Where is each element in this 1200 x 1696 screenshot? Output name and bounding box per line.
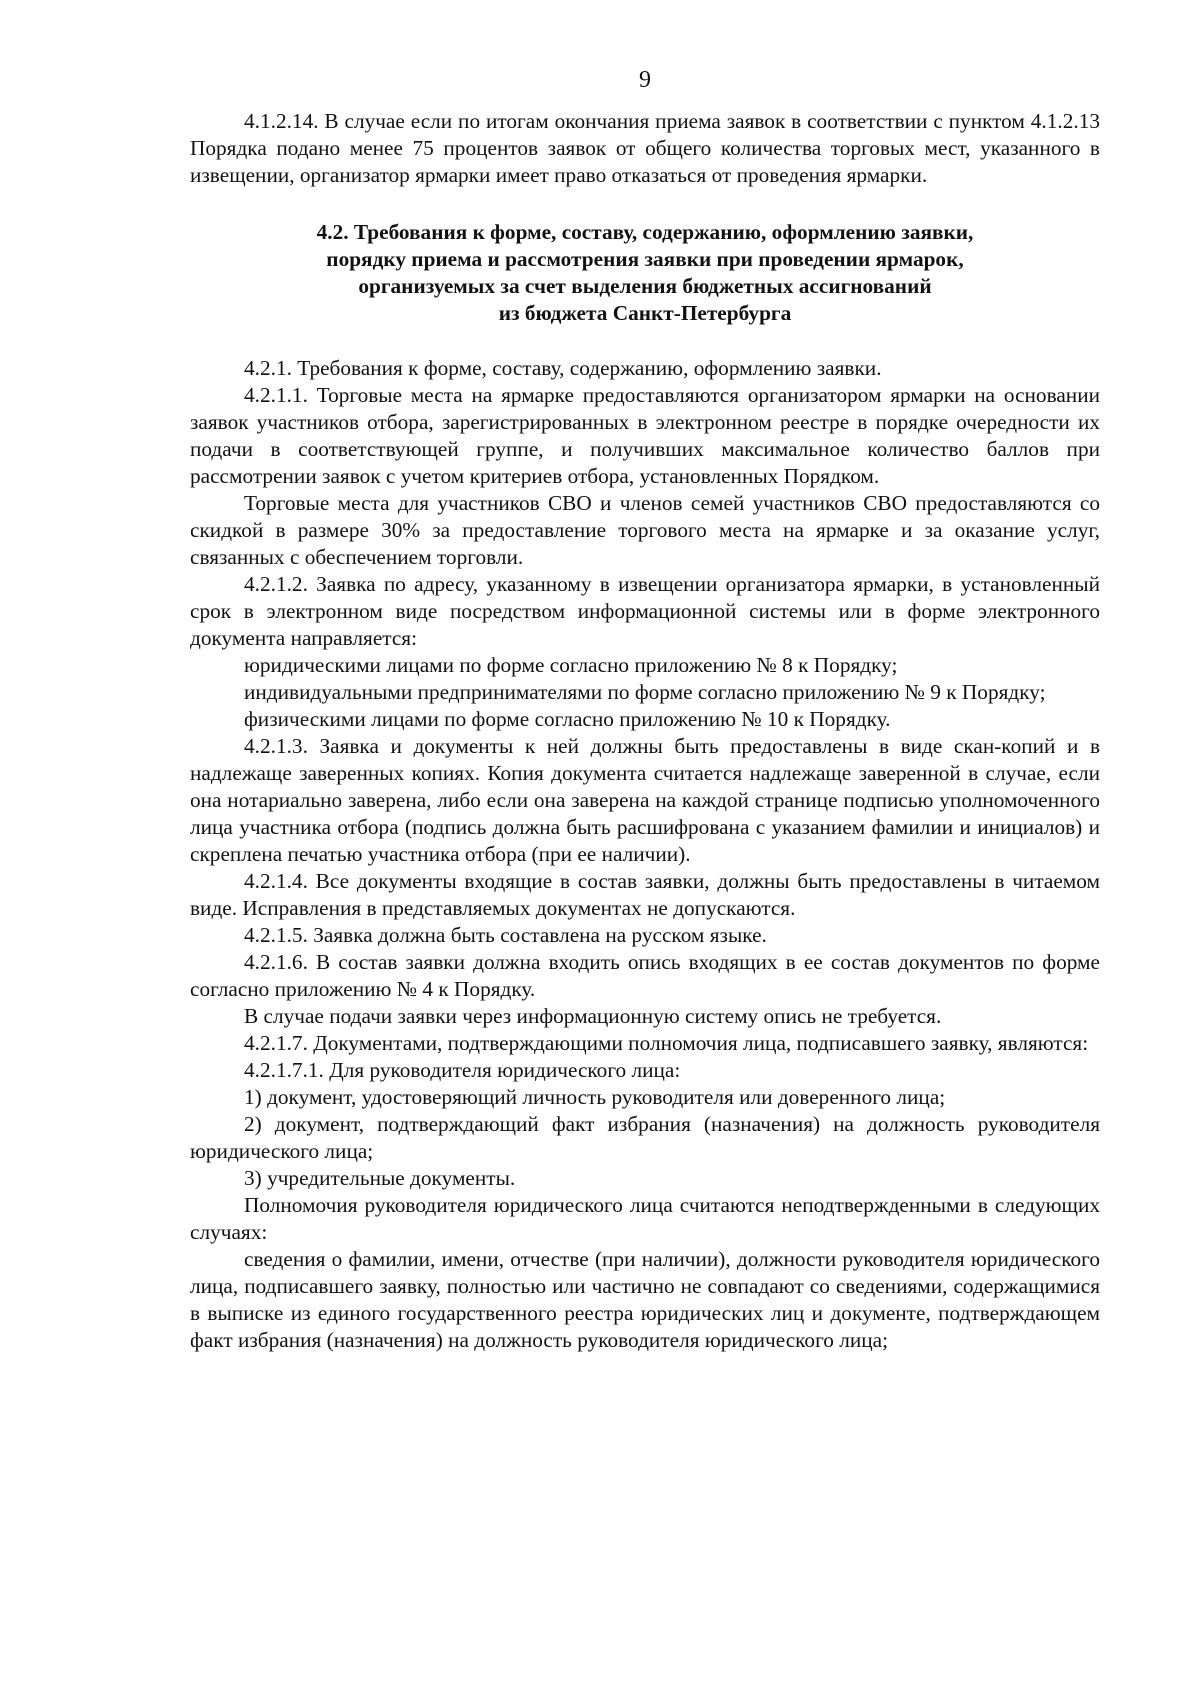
- paragraph-legal-entities: юридическими лицами по форме согласно приложению № 8 к Порядку;: [244, 653, 898, 677]
- list-item-3: 3) учредительные документы.: [244, 1166, 516, 1190]
- paragraph-entrepreneurs: индивидуальными предпринимателями по форме согласно приложению № 9 к Порядку;: [244, 680, 1046, 704]
- paragraph-4-2-1-4: 4.2.1.4. Все документы входящие в состав заявки, должны быть предоставлены в читаемом виде. Исправления в представляемых документах не допускаются.: [190, 869, 1100, 920]
- page-number: 9: [639, 67, 651, 93]
- heading-line: порядку приема и рассмотрения заявки при проведении ярмарок,: [326, 247, 964, 271]
- list-item-1: 1) документ, удостоверяющий личность руководителя или доверенного лица;: [244, 1085, 946, 1109]
- paragraph-4-2-1-5: 4.2.1.5. Заявка должна быть составлена на русском языке.: [244, 923, 767, 947]
- paragraph-individuals: физическими лицами по форме согласно приложению № 10 к Порядку.: [244, 707, 891, 731]
- body-text: [190, 355, 1100, 1354]
- paragraph-unconfirmed-powers: Полномочия руководителя юридического лица считаются неподтвержденными в следующих случаях:: [190, 1193, 1100, 1244]
- heading-line: 4.2. Требования к форме, составу, содержанию, оформлению заявки,: [316, 220, 974, 244]
- paragraph-4-1-2-14: 4.1.2.14. В случае если по итогам окончания приема заявок в соответствии с пунктом 4.1.2.13 Порядка подано менее 75 процентов заявок от общего количества торговых мест, указанного в извещении, организатор ярмарки имеет право отказаться от проведения ярмарки.: [190, 109, 1100, 187]
- paragraph-inventory-not-required: В случае подачи заявки через информационную систему опись не требуется.: [244, 1004, 942, 1028]
- section-heading-4-2: [190, 219, 1100, 327]
- paragraph-4-2-1-1: 4.2.1.1. Торговые места на ярмарке предоставляются организатором ярмарки на основании заявок участников отбора, зарегистрированных в электронном реестре в порядке очередности их подачи в соответствующей группе, и получивших максимальное количество баллов при рассмотрении заявок с учетом критериев отбора, установленных Порядком.: [190, 383, 1100, 488]
- heading-line: из бюджета Санкт-Петербурга: [498, 301, 792, 325]
- paragraph-svo-discount: Торговые места для участников СВО и членов семей участников СВО предоставляются со скидкой в размере 30% за предоставление торгового места на ярмарке и за оказание услуг, связанных с обеспечением торговли.: [190, 491, 1100, 569]
- paragraph-data-mismatch: сведения о фамилии, имени, отчестве (при наличии), должности руководителя юридического лица, подписавшего заявку, полностью или частично не совпадают со сведениями, содержащимися в выписке из единого государственного реестра юридических лиц и документе, подтверждающем факт избрания (назначения) на должность руководителя юридического лица;: [190, 1247, 1100, 1352]
- paragraph-4-2-1-2: 4.2.1.2. Заявка по адресу, указанному в извещении организатора ярмарки, в установленный срок в электронном виде посредством информационной системы или в форме электронного документа направляется:: [190, 572, 1100, 650]
- paragraph-4-2-1-6: 4.2.1.6. В состав заявки должна входить опись входящих в ее состав документов по форме согласно приложению № 4 к Порядку.: [190, 950, 1100, 1001]
- paragraph-4-2-1: 4.2.1. Требования к форме, составу, содержанию, оформлению заявки.: [244, 356, 882, 380]
- list-item-2: 2) документ, подтверждающий факт избрания (назначения) на должность руководителя юридического лица;: [190, 1112, 1100, 1163]
- paragraph-4-2-1-7-1: 4.2.1.7.1. Для руководителя юридического лица:: [244, 1058, 681, 1082]
- heading-line: организуемых за счет выделения бюджетных ассигнований: [358, 274, 932, 298]
- paragraph-4-2-1-3: 4.2.1.3. Заявка и документы к ней должны быть предоставлены в виде скан-копий и в надлежаще заверенных копиях. Копия документа считается надлежаще заверенной в случае, если она нотариально заверена, либо если она заверена на каждой странице подписью уполномоченного лица участника отбора (подпись должна быть расшифрована с указанием фамилии и инициалов) и скреплена печатью участника отбора (при ее наличии).: [190, 734, 1100, 866]
- paragraph-4-2-1-7: 4.2.1.7. Документами, подтверждающими полномочия лица, подписавшего заявку, являются:: [244, 1031, 1089, 1055]
